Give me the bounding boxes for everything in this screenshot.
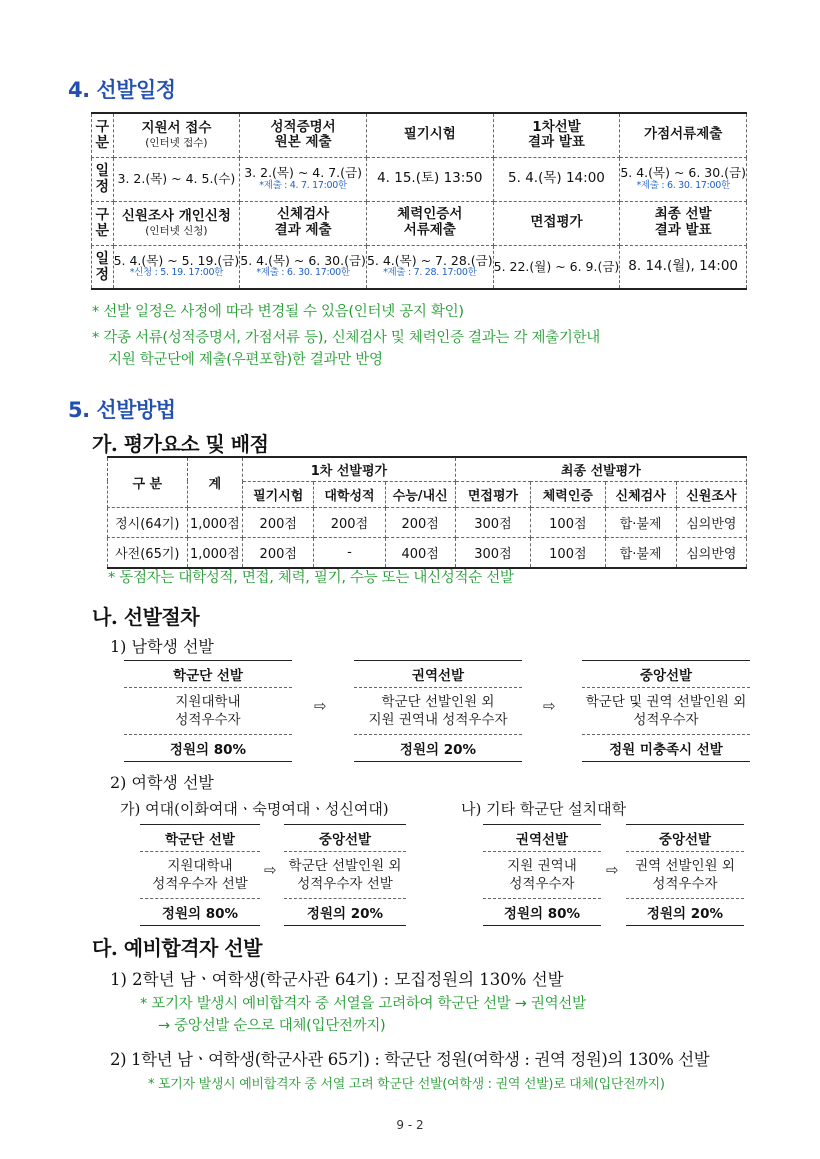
eval-row-name: 정시(64기)	[108, 507, 188, 537]
flow-box-footer: 정원의 80%	[483, 898, 601, 926]
header-background-check: 신원조사 개인신청	[121, 208, 231, 225]
eval-row	[108, 537, 747, 568]
eval-cell: 합·불제	[605, 507, 676, 537]
flow-box-female-unit	[140, 824, 260, 926]
eval-total-header: 계	[187, 457, 243, 507]
eval-col-header: 체력인증	[531, 481, 605, 507]
arrow-right-icon: ⇨	[543, 697, 556, 715]
schedule-header-row-1	[92, 113, 747, 157]
male-selection-title: 1) 남학생 선발	[110, 637, 214, 656]
eval-col-header: 대학성적	[314, 481, 385, 507]
schedule-label: 구 분	[92, 113, 114, 157]
schedule-note-2-cont: 지원 학군단에 제출(우편포함)한 결과만 반영	[108, 352, 383, 368]
female-selection-title: 2) 여학생 선발	[110, 773, 214, 792]
header-transcript-2: 원본 제출	[274, 134, 332, 151]
date-fitness-cert-note: *제출 : 7. 28. 17:00한	[383, 267, 477, 279]
schedule-note-1: * 선발 일정은 사정에 따라 변경될 수 있음(인터넷 공지 확인)	[92, 304, 464, 320]
header-written-exam: 필기시험	[366, 113, 493, 157]
flow-box-header: 중앙선발	[284, 824, 406, 852]
date-transcript: 3. 2.(목) ~ 4. 7.(금)	[244, 165, 362, 181]
arrow-right-icon: ⇨	[264, 861, 277, 879]
date-written-exam: 4. 15.(토) 13:50	[366, 157, 493, 201]
flow-box-footer: 정원의 80%	[124, 734, 292, 762]
flow-box-footer: 정원의 20%	[284, 898, 406, 926]
eval-cell: 합·불제	[605, 537, 676, 568]
eval-row-name: 사전(65기)	[108, 537, 188, 568]
flow-box-footer: 정원 미충족시 선발	[582, 734, 750, 762]
arrow-right-icon: ⇨	[606, 861, 619, 879]
schedule-date-row-1	[92, 157, 747, 201]
schedule-note-2: * 각종 서류(성적증명서, 가점서류 등), 신체검사 및 체력인증 결과는 각 제출기한내	[92, 330, 600, 346]
date-background-check: 5. 4.(목) ~ 5. 19.(금)	[113, 253, 240, 269]
subsection-da-title: 다. 예비합격자 선발	[92, 936, 262, 960]
header-physical-exam-2: 결과 제출	[274, 222, 332, 238]
eval-col-header: 수능/내신	[385, 481, 455, 507]
date-transcript-note: *제출 : 4. 7. 17:00한	[259, 179, 347, 191]
eval-cell: 100점	[531, 507, 605, 537]
date-final-result: 8. 14.(월), 14:00	[620, 245, 747, 289]
womens-univ-title: 가) 여대(이화여대ㆍ숙명여대ㆍ성신여대)	[120, 800, 389, 818]
eval-row	[108, 507, 747, 537]
eval-cell: 200점	[243, 537, 314, 568]
eval-first-header: 1차 선발평가	[243, 457, 456, 481]
flow-box-text: 지원대학내	[167, 858, 233, 874]
schedule-table	[91, 112, 747, 290]
flow-box-female-central	[284, 824, 406, 926]
reserve-note-1: * 포기자 발생시 예비합격자 중 서열을 고려하여 학군단 선발 → 권역선발	[140, 996, 586, 1012]
flow-box-text: 지원 권역내 성적우수자	[368, 712, 508, 729]
flow-box-header: 학군단 선발	[124, 660, 292, 688]
date-first-selection: 5. 4.(목) 14:00	[493, 157, 620, 201]
flow-box-text: 성적우수자	[509, 876, 575, 893]
date-fitness-cert: 5. 4.(목) ~ 7. 28.(금)	[366, 253, 493, 269]
reserve-line-1: 1) 2학년 남ㆍ여학생(학군사관 64기) : 모집정원의 130% 선발	[110, 970, 564, 989]
flow-box-text: 지원 권역내	[507, 858, 577, 874]
reserve-line-2: 2) 1학년 남ㆍ여학생(학군사관 65기) : 학군단 정원(여학생 : 권역 정원)의 130% 선발	[110, 1050, 710, 1069]
eval-row-total: 1,000점	[187, 537, 243, 568]
flow-box-text: 성적우수자	[652, 876, 718, 893]
flow-box-header: 권역선발	[483, 824, 601, 852]
header-fitness-cert: 체력인증서	[397, 206, 463, 223]
eval-cell: 200점	[314, 507, 385, 537]
flow-box-female-central-2	[626, 824, 744, 926]
eval-col-header: 신원조사	[676, 481, 746, 507]
flow-box-text: 성적우수자	[175, 712, 241, 729]
eval-cell: 200점	[243, 507, 314, 537]
flow-box-unit-selection	[124, 660, 292, 762]
eval-cell: 100점	[531, 537, 605, 568]
date-physical-exam-note: *제출 : 6. 30. 17:00한	[256, 267, 350, 279]
subsection-na-title: 나. 선발절차	[92, 605, 200, 629]
flow-box-header: 중앙선발	[626, 824, 744, 852]
flow-box-text: 학군단 선발인원 외	[381, 694, 495, 710]
flow-box-text: 지원대학내	[175, 694, 241, 710]
header-transcript: 성적증명서	[270, 118, 336, 135]
evaluation-table	[107, 456, 747, 569]
section-5-title: 5. 선발방법	[68, 398, 176, 422]
date-bonus-docs-note: *제출 : 6. 30. 17:00한	[636, 179, 730, 191]
section-4-title: 4. 선발일정	[68, 78, 176, 102]
schedule-label: 일 정	[92, 157, 114, 201]
other-univ-title: 나) 기타 학군단 설치대학	[461, 800, 627, 818]
eval-col-header: 면접평가	[455, 481, 530, 507]
flow-box-header: 학군단 선발	[140, 824, 260, 852]
flow-box-footer: 정원의 80%	[140, 898, 260, 926]
flow-box-text: 성적우수자 선발	[152, 876, 248, 893]
eval-row-total: 1,000점	[187, 507, 243, 537]
header-background-check-sub: (인터넷 신청)	[145, 224, 208, 237]
arrow-right-icon: ⇨	[314, 697, 327, 715]
eval-cell: 300점	[455, 537, 530, 568]
eval-final-header: 최종 선발평가	[455, 457, 746, 481]
flow-box-footer: 정원의 20%	[626, 898, 744, 926]
header-final-result-2: 결과 발표	[654, 222, 712, 238]
flow-box-text: 성적우수자 선발	[297, 876, 393, 893]
schedule-label: 일 정	[92, 245, 114, 289]
subsection-ga-title: 가. 평가요소 및 배점	[92, 432, 269, 456]
reserve-note-2: * 포기자 발생시 예비합격자 중 서열 고려 학군단 선발(여학생 : 권역 선발)로 대체(입단전까지)	[148, 1077, 665, 1092]
header-bonus-docs: 가점서류제출	[620, 113, 747, 157]
header-first-selection: 1차선발	[532, 118, 581, 135]
header-application: 지원서 접수	[141, 120, 212, 137]
eval-cell: 400점	[385, 537, 455, 568]
header-physical-exam: 신체검사	[277, 206, 330, 223]
flow-box-header: 중앙선발	[582, 660, 750, 688]
flow-box-regional-selection	[354, 660, 522, 762]
schedule-header-row-2	[92, 201, 747, 245]
eval-note: * 동점자는 대학성적, 면접, 체력, 필기, 수능 또는 내신성적순 선발	[108, 570, 514, 586]
eval-gubun-header: 구 분	[108, 457, 188, 507]
flow-box-text: 성적우수자	[633, 712, 699, 729]
date-background-check-note: *신청 : 5. 19. 17:00한	[129, 267, 224, 279]
schedule-label: 구 분	[92, 201, 114, 245]
eval-cell: 심의반영	[676, 507, 746, 537]
date-physical-exam: 5. 4.(목) ~ 6. 30.(금)	[240, 253, 366, 269]
eval-cell: 200점	[385, 507, 455, 537]
reserve-note-1-cont: → 중앙선발 순으로 대체(입단전까지)	[158, 1018, 386, 1034]
eval-cell: -	[314, 537, 385, 568]
date-interview: 5. 22.(월) ~ 6. 9.(금)	[493, 245, 620, 289]
eval-col-header: 신체검사	[605, 481, 676, 507]
flow-box-text: 학군단 및 권역 선발인원 외	[585, 694, 747, 710]
eval-cell: 300점	[455, 507, 530, 537]
flow-box-text: 학군단 선발인원 외	[288, 858, 402, 874]
page-number: 9 - 2	[396, 1118, 424, 1132]
flow-box-header: 권역선발	[354, 660, 522, 688]
eval-col-header: 필기시험	[243, 481, 314, 507]
header-final-result: 최종 선발	[654, 206, 712, 223]
flow-box-text: 권역 선발인원 외	[635, 858, 735, 874]
eval-cell: 심의반영	[676, 537, 746, 568]
schedule-date-row-2	[92, 245, 747, 289]
date-application: 3. 2.(목) ~ 4. 5.(수)	[113, 157, 240, 201]
header-first-selection-2: 결과 발표	[528, 134, 585, 151]
header-interview: 면접평가	[493, 201, 620, 245]
flow-box-central-selection	[582, 660, 750, 762]
header-application-sub: (인터넷 접수)	[145, 136, 208, 149]
flow-box-female-regional	[483, 824, 601, 926]
header-fitness-cert-2: 서류제출	[403, 222, 456, 238]
flow-box-footer: 정원의 20%	[354, 734, 522, 762]
date-bonus-docs: 5. 4.(목) ~ 6. 30.(금)	[620, 165, 746, 181]
